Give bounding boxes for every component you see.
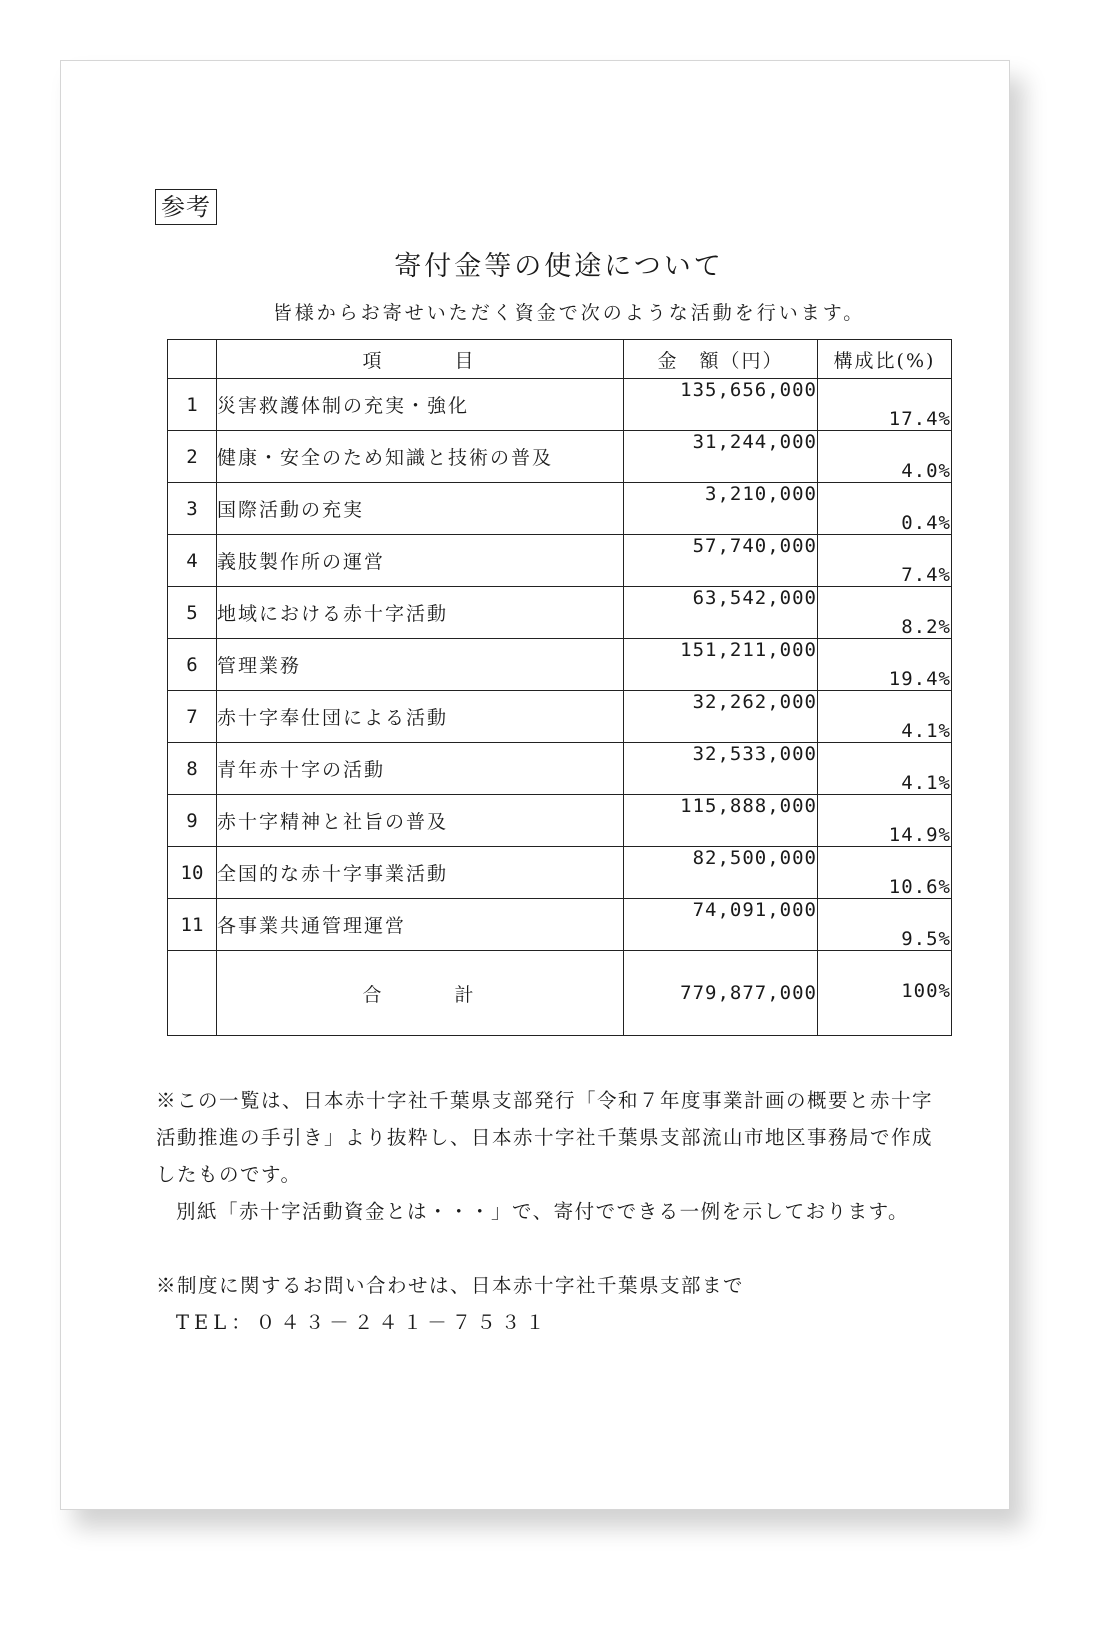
page-subtitle: 皆様からお寄せいただく資金で次のような活動を行います。 xyxy=(272,302,866,324)
total-amount: 779,877,000 xyxy=(624,951,818,1036)
header-no xyxy=(168,340,217,379)
row-number: 2 xyxy=(168,431,217,483)
table-total-row xyxy=(168,951,952,1036)
header-ratio: 構成比(%) xyxy=(818,340,952,379)
row-number: 11 xyxy=(168,899,217,951)
table-header-row xyxy=(168,340,952,379)
row-amount: 32,262,000 xyxy=(624,691,818,743)
phone-number: TEL：０４３－２４１－７５３１ xyxy=(176,1311,550,1334)
row-ratio: 0.4% xyxy=(818,483,952,535)
row-ratio: 7.4% xyxy=(818,535,952,587)
row-number: 7 xyxy=(168,691,217,743)
table-row xyxy=(168,691,952,743)
row-item: 管理業務 xyxy=(217,639,624,691)
table-row xyxy=(168,587,952,639)
note-line: 別紙「赤十字活動資金とは・・・」で、寄付でできる一例を示しております。 xyxy=(176,1200,910,1223)
donation-usage-table xyxy=(167,339,952,1036)
table-row xyxy=(168,483,952,535)
row-number: 1 xyxy=(168,379,217,431)
row-item: 地域における赤十字活動 xyxy=(217,587,624,639)
row-item: 赤十字精神と社旨の普及 xyxy=(217,795,624,847)
table-row xyxy=(168,899,952,951)
table-row xyxy=(168,847,952,899)
row-item: 各事業共通管理運営 xyxy=(217,899,624,951)
note-line: 活動推進の手引き」より抜粋し、日本赤十字社千葉県支部流山市地区事務局で作成 xyxy=(156,1126,934,1149)
note-line: したものです。 xyxy=(156,1163,302,1186)
reference-label: 参考 xyxy=(155,189,217,225)
row-number: 8 xyxy=(168,743,217,795)
table-row xyxy=(168,743,952,795)
row-ratio: 14.9% xyxy=(818,795,952,847)
table-row xyxy=(168,431,952,483)
row-ratio: 19.4% xyxy=(818,639,952,691)
inquiry-text: ※制度に関するお問い合わせは、日本赤十字社千葉県支部まで xyxy=(156,1274,745,1297)
row-item: 国際活動の充実 xyxy=(217,483,624,535)
header-amount: 金 額（円） xyxy=(624,340,818,379)
row-amount: 32,533,000 xyxy=(624,743,818,795)
row-amount: 135,656,000 xyxy=(624,379,818,431)
total-label: 合 計 xyxy=(217,951,624,1036)
row-amount: 74,091,000 xyxy=(624,899,818,951)
header-item-label: 項 目 xyxy=(362,349,478,372)
row-item: 義肢製作所の運営 xyxy=(217,535,624,587)
row-number: 5 xyxy=(168,587,217,639)
total-number-cell xyxy=(168,951,217,1036)
table-row xyxy=(168,639,952,691)
page-title: 寄付金等の使途について xyxy=(394,251,724,282)
table-row xyxy=(168,795,952,847)
row-ratio: 17.4% xyxy=(818,379,952,431)
row-number: 10 xyxy=(168,847,217,899)
note-line: ※この一覧は、日本赤十字社千葉県支部発行「令和７年度事業計画の概要と赤十字 xyxy=(156,1089,934,1112)
row-number: 9 xyxy=(168,795,217,847)
row-ratio: 4.0% xyxy=(818,431,952,483)
table-row xyxy=(168,535,952,587)
total-ratio: 100% xyxy=(818,951,952,1036)
row-item: 災害救護体制の充実・強化 xyxy=(217,379,624,431)
row-item: 赤十字奉仕団による活動 xyxy=(217,691,624,743)
row-number: 4 xyxy=(168,535,217,587)
row-ratio: 9.5% xyxy=(818,899,952,951)
row-number: 3 xyxy=(168,483,217,535)
row-ratio: 4.1% xyxy=(818,691,952,743)
row-item: 全国的な赤十字事業活動 xyxy=(217,847,624,899)
row-number: 6 xyxy=(168,639,217,691)
row-amount: 3,210,000 xyxy=(624,483,818,535)
table-row xyxy=(168,379,952,431)
row-item: 青年赤十字の活動 xyxy=(217,743,624,795)
notes-section xyxy=(156,1082,976,1230)
row-amount: 31,244,000 xyxy=(624,431,818,483)
inquiry-section xyxy=(156,1267,976,1341)
row-amount: 115,888,000 xyxy=(624,795,818,847)
row-amount: 57,740,000 xyxy=(624,535,818,587)
row-ratio: 8.2% xyxy=(818,587,952,639)
row-amount: 82,500,000 xyxy=(624,847,818,899)
row-amount: 63,542,000 xyxy=(624,587,818,639)
row-amount: 151,211,000 xyxy=(624,639,818,691)
row-ratio: 4.1% xyxy=(818,743,952,795)
row-ratio: 10.6% xyxy=(818,847,952,899)
header-item xyxy=(217,340,624,379)
row-item: 健康・安全のため知識と技術の普及 xyxy=(217,431,624,483)
